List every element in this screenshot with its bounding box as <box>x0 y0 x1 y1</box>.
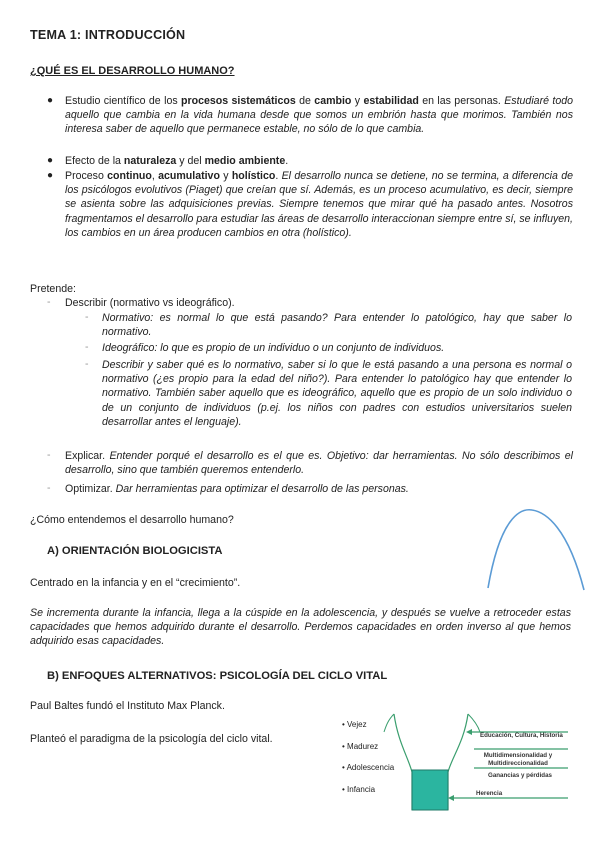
growth-curve <box>488 510 584 590</box>
arrow-label-educacion: Educación, Cultura, Historia <box>480 732 563 739</box>
section-b-p2: Planteó el paradigma de la psicología del ciclo vital. <box>30 733 273 745</box>
pretende-explicar: Explicar. Entender porqué el desarrollo es el que es. Objetivo: dar herramientas. No sólo describimos el desarrollo, sino que también queremos entenderlo. <box>65 450 573 477</box>
growth-curve-diagram <box>480 508 590 592</box>
lifespan-diagram <box>338 712 588 812</box>
pretende-label: Pretende: <box>30 283 76 295</box>
stage-vejez: • Vejez <box>342 720 367 729</box>
pretende-describir-saber: Describir y saber qué es lo normativo, saber si lo que le está pasando a una persona es normal o normativo (¿es propio para la edad del niño?). Para entender lo patológico hay que entender lo normativo. También saber aquello que es ideográfico, aquello que es propio de un solo individuo o de un conjunto de individuos (p.ej. los niños con padres con estudios universitarios suelen desarrollar antes el lenguaje). <box>102 359 572 428</box>
dash-icon: - <box>47 482 51 494</box>
bullet-icon: ● <box>47 170 54 181</box>
section-subtitle: ¿QUÉ ES EL DESARROLLO HUMANO? <box>30 65 235 77</box>
dash-icon: - <box>85 311 89 323</box>
bullet-icon: ● <box>47 155 54 166</box>
section-a-heading: A) ORIENTACIÓN BIOLOGICISTA <box>47 545 223 557</box>
dash-icon: - <box>85 341 89 353</box>
arrow-label-herencia: Herencia <box>476 790 503 797</box>
bullet-1: Estudio científico de los procesos sistemáticos de cambio y estabilidad en las personas. Estudiaré todo aquello que cambia en la vida humana desde que somos un embrión hasta que morimos. También nos interesa saber de aquello que permanece estable, no sólo de lo que cambia. <box>65 95 573 136</box>
arrow-label-multidimensionalidad: Multidimensionalidad y Multidireccionalidad <box>483 752 553 767</box>
stage-madurez: • Madurez <box>342 742 379 751</box>
page-title: TEMA 1: INTRODUCCIÓN <box>30 28 186 42</box>
funnel-fill <box>412 770 448 810</box>
bullet-3: Proceso continuo, acumulativo y holístico. El desarrollo nunca se detiene, no se termina, a diferencia de los psicólogos evolutivos (Piaget) que creían que sí. Además, es un proceso acumulativo, es decir, siempre se asienta sobre las adquisiciones previas. Siempre tenemos que mirar qué ha pasado antes. Nosotros fragmentamos el desarrollo para estudiar las áreas de desarrollo interaccionan siempre entre sí, se influyen, los cambios en un área producen cambios en otra (holístico). <box>65 170 573 239</box>
dash-icon: - <box>47 296 51 308</box>
arrow-head-icon <box>466 729 472 735</box>
section-b-p1: Paul Baltes fundó el Instituto Max Planck. <box>30 700 225 712</box>
funnel-right <box>448 714 468 810</box>
funnel-left <box>394 714 412 810</box>
arrow-head-icon <box>448 795 454 801</box>
pretende-optimizar: Optimizar. Dar herramientas para optimizar el desarrollo de las personas. <box>65 483 409 495</box>
stage-adolescencia: • Adolescencia <box>342 763 395 772</box>
section-b-heading: B) ENFOQUES ALTERNATIVOS: PSICOLOGÍA DEL CICLO VITAL <box>47 670 388 682</box>
pretende-normativo: Normativo: es normal lo que está pasando? Para entender lo patológico, hay que saber lo normativo. <box>102 312 572 339</box>
arrow-label-ganancias: Ganancias y pérdidas <box>488 772 552 779</box>
section-a-p1: Centrado en la infancia y en el “crecimiento”. <box>30 577 241 589</box>
stage-infancia: • Infancia <box>342 785 376 794</box>
dash-icon: - <box>85 358 89 370</box>
question-text: ¿Cómo entendemos el desarrollo humano? <box>30 514 234 526</box>
dash-icon: - <box>47 449 51 461</box>
pretende-ideografico: Ideográfico: lo que es propio de un individuo o un conjunto de individuos. <box>102 342 445 354</box>
bullet-icon: ● <box>47 95 54 106</box>
section-a-p2: Se incrementa durante la infancia, llega a la cúspide en la adolescencia, y después se vuelve a retroceder estas capacidades que hemos adquirido durante el desarrollo. Perdemos capacidades en orden inverso al que hemos adquirido esas capacidades. <box>30 607 571 648</box>
bullet-2: Efecto de la naturaleza y del medio ambiente. <box>65 155 289 167</box>
pretende-describir: Describir (normativo vs ideográfico). <box>65 297 235 309</box>
